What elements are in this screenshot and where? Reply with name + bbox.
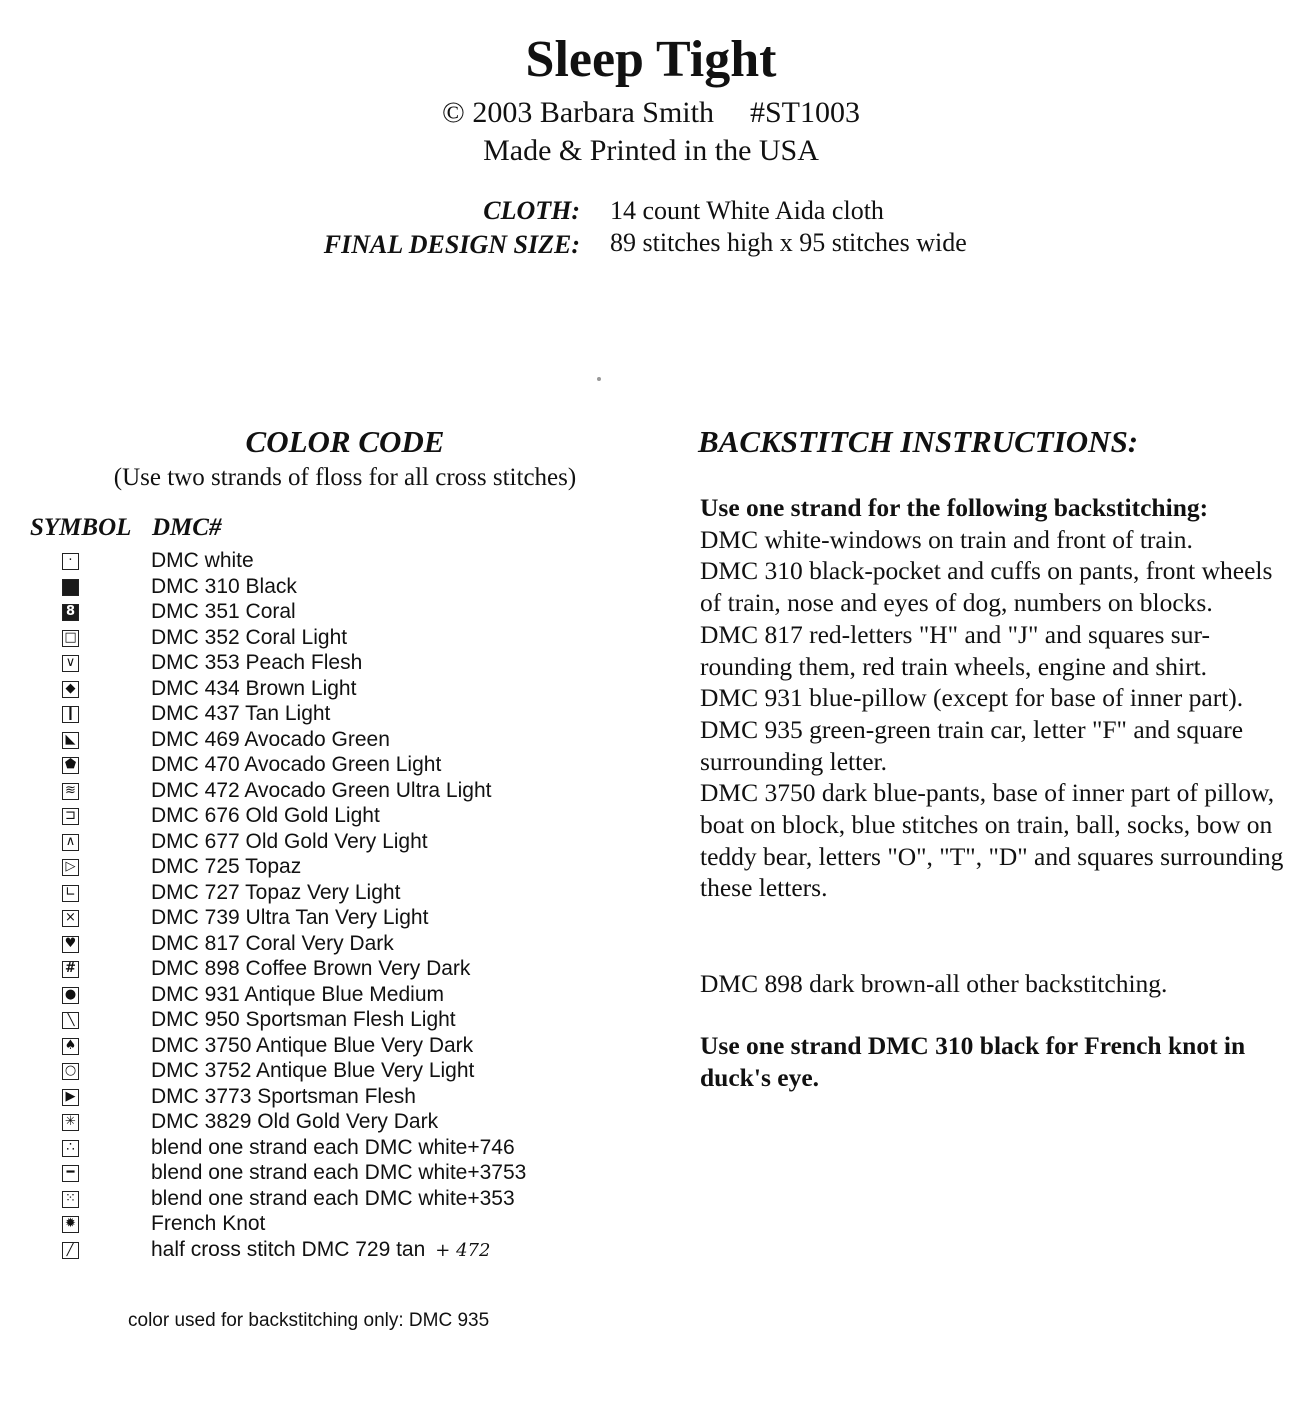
speck-dot (597, 377, 601, 381)
number-8-icon: 8 (62, 604, 79, 621)
triangle-right-outline-icon: ▷ (62, 859, 79, 876)
caret-up-icon: ∧ (62, 834, 79, 851)
symbol-column-header: SYMBOL (30, 514, 132, 541)
dmc-column-header: DMC# (152, 514, 222, 541)
legend-label: DMC 470 Avocado Green Light (151, 753, 442, 776)
legend-label: blend one strand each DMC white+3753 (151, 1161, 527, 1184)
pentagon-down-icon: ⬟ (62, 757, 79, 774)
legend-label: DMC 677 Old Gold Very Light (151, 829, 428, 853)
backstitch-color-note: color used for backstitching only: DMC 935 (128, 1310, 490, 1331)
l-shape-icon: ∟ (62, 885, 79, 902)
legend-label: French Knot (151, 1212, 266, 1235)
open-box-icon: ⊐ (62, 808, 79, 825)
waves-icon: ≋ (62, 783, 79, 800)
backstitch-line: DMC 931 blue-pillow (except for base of inner part). (700, 683, 1244, 713)
backstitch-intro: Use one strand for the following backstitching: (700, 493, 1209, 522)
five-dots-icon: ⁙ (62, 1191, 79, 1208)
legend-label: DMC 434 Brown Light (151, 676, 357, 700)
vertical-bar-icon: ❙ (62, 706, 79, 723)
design-size-label: FINAL DESIGN SIZE: (323, 230, 580, 259)
cloth-label: CLOTH: (483, 196, 580, 225)
asterisk-icon: ✳ (62, 1114, 79, 1131)
x-mark-icon: × (62, 910, 79, 927)
heart-icon: ♥ (62, 936, 79, 953)
french-knot-icon: ✹ (62, 1216, 79, 1233)
backstitch-line: DMC 935 green-green train car, letter "F" and square surrounding letter. (700, 714, 1244, 776)
legend-label: DMC 3752 Antique Blue Very Light (151, 1059, 475, 1082)
legend-label: DMC 898 Coffee Brown Very Dark (151, 957, 471, 980)
backstitch-line: DMC white-windows on train and front of train. (700, 524, 1193, 554)
spade-icon: ♠ (62, 1038, 79, 1055)
legend-label: DMC 353 Peach Flesh (151, 651, 363, 674)
legend-label: DMC 3829 Old Gold Very Dark (151, 1110, 439, 1133)
horizontal-bar-icon: ━ (62, 1165, 79, 1182)
legend-label: DMC 739 Ultra Tan Very Light (151, 906, 429, 929)
legend-label: DMC 310 Black (151, 574, 297, 598)
copyright-text: © 2003 Barbara Smith (442, 96, 714, 129)
handwritten-note: + 472 (435, 1239, 491, 1261)
design-size-value: 89 stitches high x 95 stitches wide (610, 228, 967, 257)
made-in-line: Made & Printed in the USA (483, 134, 819, 167)
slash-icon: ╱ (62, 1242, 79, 1259)
pattern-number: #ST1003 (749, 96, 860, 129)
legend-label: DMC 817 Coral Very Dark (151, 931, 394, 955)
legend-label: DMC 931 Antique Blue Medium (151, 982, 444, 1006)
backslash-icon: ╲ (62, 1012, 79, 1029)
french-knot-instruction: Use one strand DMC 310 black for French knot in duck's eye. (700, 1031, 1246, 1092)
legend-label: DMC 950 Sportsman Flesh Light (151, 1008, 456, 1031)
backstitch-line: DMC 310 black-pocket and cuffs on pants, front wheels of train, nose and eyes of dog, numbers on blocks. (700, 556, 1273, 618)
legend-label: blend one strand each DMC white+353 (151, 1186, 515, 1210)
legend-label: DMC 437 Tan Light (151, 702, 331, 725)
legend-label: DMC white (151, 549, 254, 572)
backstitch-line: DMC 817 red-letters "H" and "J" and squares sur-rounding them, red train wheels, engine and shirt. (700, 619, 1210, 681)
legend-label (151, 1238, 490, 1262)
dot-small-icon: · (62, 553, 79, 570)
color-code-subheading: (Use two strands of floss for all cross stitches) (113, 464, 577, 491)
legend-label: blend one strand each DMC white+746 (151, 1135, 515, 1159)
copyright-line (0, 96, 1302, 130)
legend-label: DMC 676 Old Gold Light (151, 804, 380, 827)
backstitch-heading: BACKSTITCH INSTRUCTIONS: (698, 424, 1139, 459)
backstitch-line: DMC 3750 dark blue-pants, base of inner part of pillow, boat on block, blue stitches on train, ball, socks, bow on teddy bear, letters "O", "T", "D" and squares surrounding these letters. (700, 778, 1284, 903)
circle-outline-icon: ○ (62, 1063, 79, 1080)
filled-circle-icon: ● (62, 987, 79, 1004)
color-code-heading: COLOR CODE (245, 424, 445, 459)
three-dots-icon: ∴ (62, 1140, 79, 1157)
legend-label: DMC 352 Coral Light (151, 625, 348, 649)
legend-label: DMC 3773 Sportsman Flesh (151, 1084, 416, 1108)
legend-label-text: half cross stitch DMC 729 tan (151, 1237, 426, 1261)
filled-square-icon (62, 579, 79, 596)
page-title: Sleep Tight (525, 31, 777, 88)
legend-label: DMC 727 Topaz Very Light (151, 880, 401, 904)
legend-label: DMC 469 Avocado Green (151, 727, 390, 751)
backstitch-other: DMC 898 dark brown-all other backstitching. (700, 969, 1168, 998)
square-outline-icon: □ (62, 630, 79, 647)
v-shape-icon: ∨ (62, 655, 79, 672)
legend-label: DMC 472 Avocado Green Ultra Light (151, 778, 492, 802)
hash-icon: # (62, 961, 79, 978)
triangle-corner-icon: ◣ (62, 732, 79, 749)
triangle-right-filled-icon: ▶ (62, 1089, 79, 1106)
cloth-value: 14 count White Aida cloth (610, 196, 884, 225)
backstitch-instructions (700, 492, 1290, 904)
legend-label: DMC 351 Coral (151, 600, 296, 623)
legend-label: DMC 725 Topaz (151, 855, 302, 878)
legend-label: DMC 3750 Antique Blue Very Dark (151, 1033, 474, 1057)
diamond-icon: ◆ (62, 681, 79, 698)
